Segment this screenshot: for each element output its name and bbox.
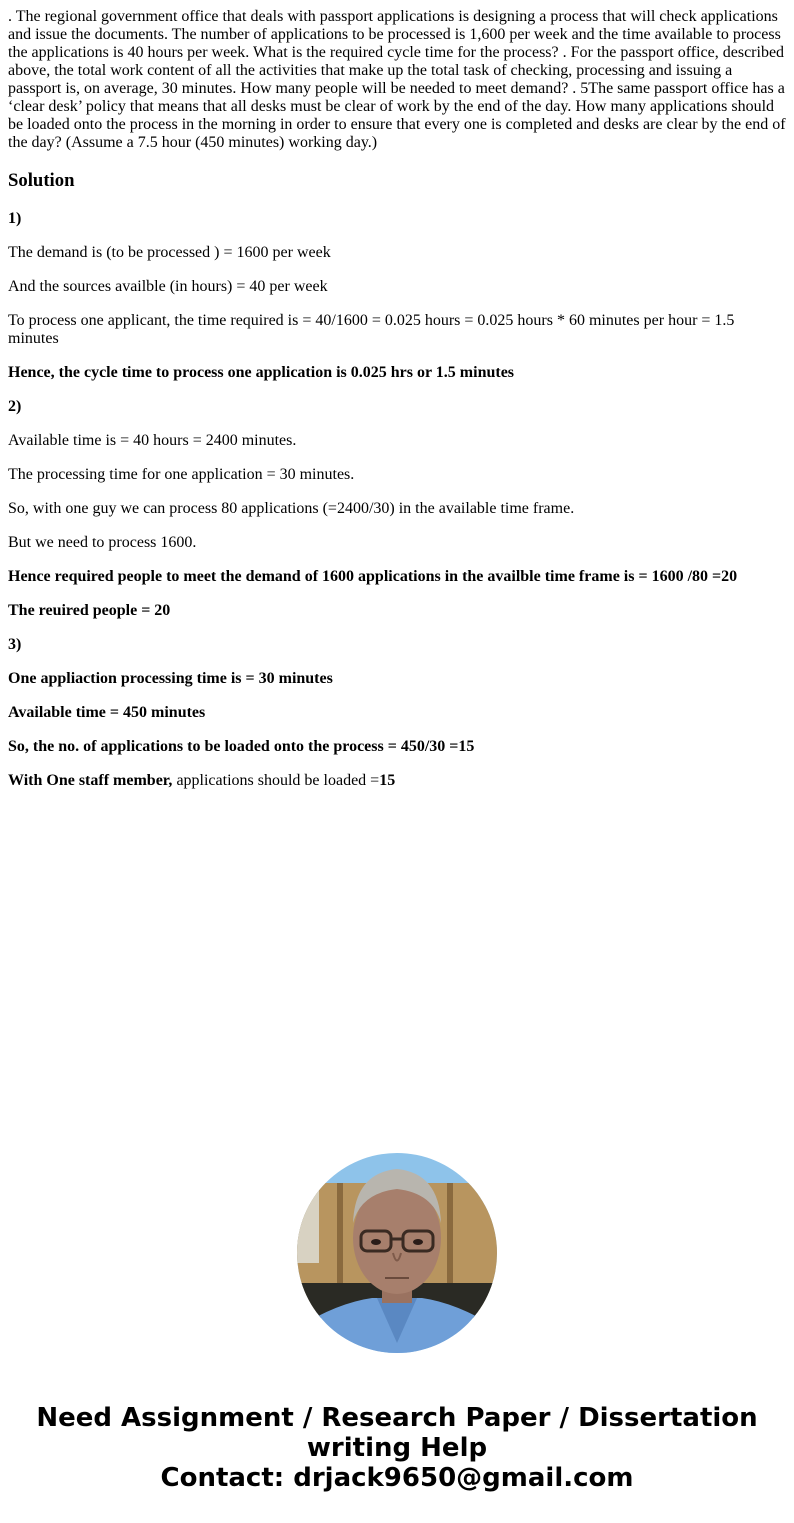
promo-contact: Contact: drjack9650@gmail.com: [160, 1463, 634, 1493]
part1-sources: And the sources availble (in hours) = 40 per week: [8, 278, 328, 295]
part3-loaded: So, the no. of applications to be loaded onto the process = 450/30 =15: [8, 738, 475, 755]
part1-label: 1): [8, 210, 22, 227]
part3-final-bold: With One staff member,: [8, 772, 173, 789]
part3-label: 3): [8, 636, 22, 653]
part3-final-value: 15: [379, 772, 396, 789]
part2-processing: The processing time for one application = 30 minutes.: [8, 466, 355, 483]
part1-calc: To process one applicant, the time required is = 40/1600 = 0.025 hours = 0.025 hours * 60 minutes per hour = 1.5 minutes: [8, 312, 735, 347]
part3-final: [8, 772, 786, 790]
promo-banner: [0, 1403, 794, 1493]
part2-available: Available time is = 40 hours = 2400 minutes.: [8, 432, 297, 449]
part3-available: Available time = 450 minutes: [8, 704, 206, 721]
part2-one-guy: So, with one guy we can process 80 applications (=2400/30) in the available time frame.: [8, 500, 575, 517]
part3-processing: One appliaction processing time is = 30 minutes: [8, 670, 333, 687]
part2-label: 2): [8, 398, 22, 415]
part1-demand: The demand is (to be processed ) = 1600 per week: [8, 244, 331, 261]
promo-line-1: Need Assignment / Research Paper / Dissertation: [36, 1403, 758, 1433]
solution-heading: Solution: [8, 170, 75, 191]
part2-result: The reuired people = 20: [8, 602, 171, 619]
question-text: . The regional government office that deals with passport applications is designing a process that will check applications and issue the documents. The number of applications to be processed is 1,600 per week and the time available to process the applications is 40 hours per week. What is the required cycle time for the process? . For the passport office, described above, the total work content of all the activities that make up the total task of checking, processing and issuing a passport is, on average, 30 minutes. How many people will be needed to meet demand? . 5The same passport office has a ‘clear desk’ policy that means that all desks must be clear of work by the end of the day. How many applications should be loaded onto the process in the morning in order to ensure that every one is completed and desks are clear by the end of the day? (Assume a 7.5 hour (450 minutes) working day.): [8, 8, 786, 151]
part1-conclusion: Hence, the cycle time to process one application is 0.025 hrs or 1.5 minutes: [8, 364, 515, 381]
portrait-image: [297, 1153, 497, 1353]
part2-conclusion: Hence required people to meet the demand of 1600 applications in the availble time frame is = 1600 /80 =20: [8, 568, 738, 585]
part3-final-text: applications should be loaded =: [172, 772, 380, 789]
promo-line-2: writing Help: [306, 1433, 488, 1463]
tutor-photo: [297, 1153, 497, 1353]
part2-need: But we need to process 1600.: [8, 534, 197, 551]
